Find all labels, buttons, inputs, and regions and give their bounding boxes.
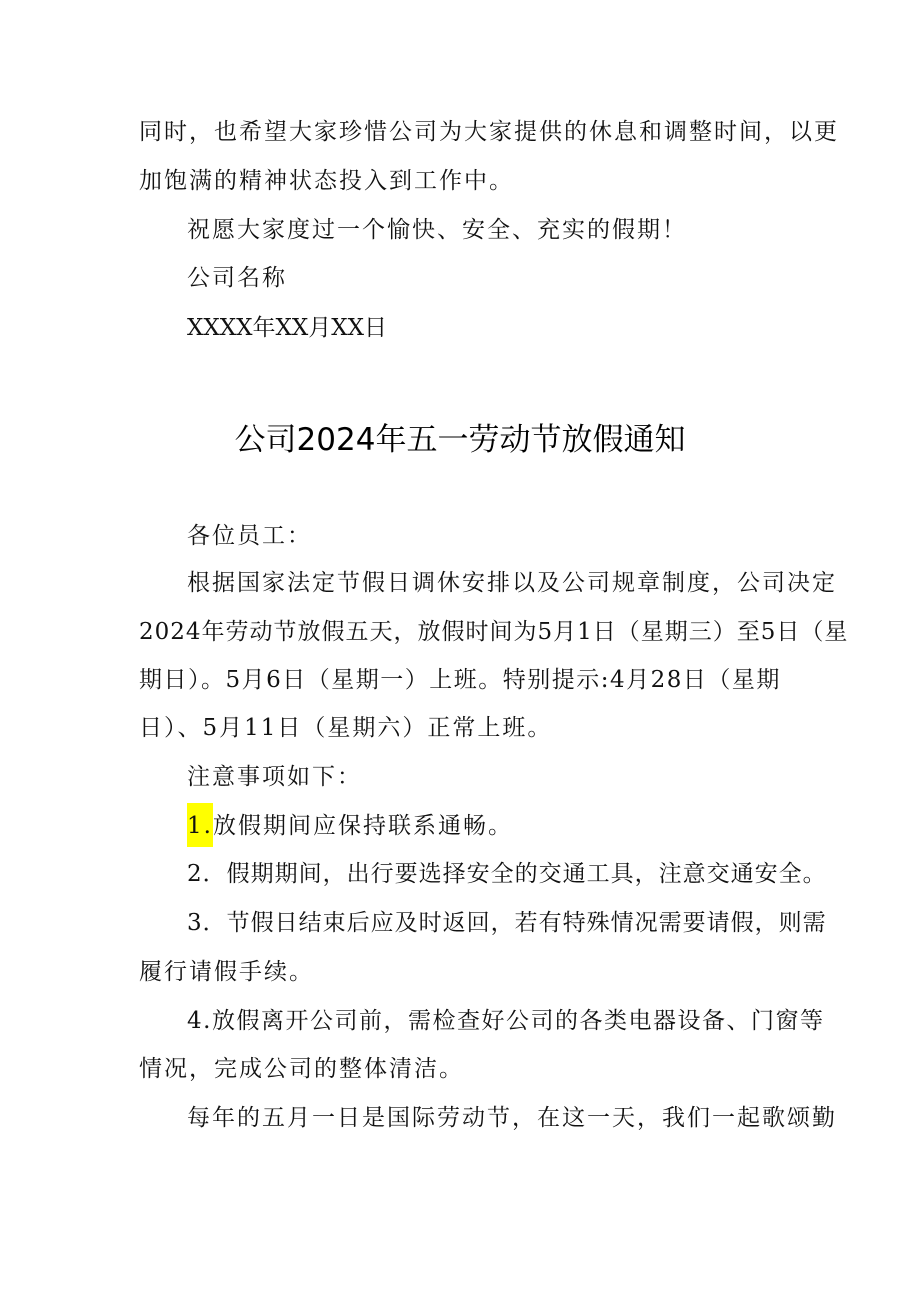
notes-heading: 注意事项如下：: [187, 764, 362, 790]
note-item-2: 2．假期期间，出行要选择安全的交通工具，注意交通安全。: [187, 861, 827, 887]
body-line: 2024年劳动节放假五天，放假时间为5月1日（星期三）至5日（星: [139, 619, 849, 645]
note-text: 放假期间应保持联系通畅。: [212, 813, 513, 839]
body-line: 根据国家法定节假日调休安排以及公司规章制度，公司决定: [187, 570, 837, 596]
wishes-line: 祝愿大家度过一个愉快、安全、充实的假期！: [187, 217, 687, 243]
document-title: 公司2024年五一劳动节放假通知: [234, 422, 686, 458]
paragraph-line: 加饱满的精神状态投入到工作中。: [139, 168, 514, 194]
paragraph-line: 同时，也希望大家珍惜公司为大家提供的休息和调整时间，以更: [139, 119, 839, 145]
body-line: 期日）。5月6日（星期一）上班。特别提示:4月28日（星期: [139, 667, 781, 693]
signature-date: XXXX年XX月XX日: [187, 315, 387, 341]
company-name: 公司名称: [187, 265, 287, 291]
note-item-4-cont: 情况，完成公司的整体清洁。: [139, 1056, 464, 1082]
highlighted-number: 1.: [187, 803, 213, 847]
note-item-3-cont: 履行请假手续。: [139, 959, 314, 985]
note-item-1: [187, 811, 513, 847]
closing-line: 每年的五月一日是国际劳动节，在这一天，我们一起歌颂勤: [187, 1105, 837, 1131]
salutation: 各位员工：: [187, 523, 312, 549]
body-line: 日）、5月11日（星期六）正常上班。: [139, 715, 553, 741]
note-item-4: 4.放假离开公司前，需检查好公司的各类电器设备、门窗等: [187, 1008, 825, 1034]
note-item-3: 3．节假日结束后应及时返回，若有特殊情况需要请假，则需: [187, 910, 827, 936]
